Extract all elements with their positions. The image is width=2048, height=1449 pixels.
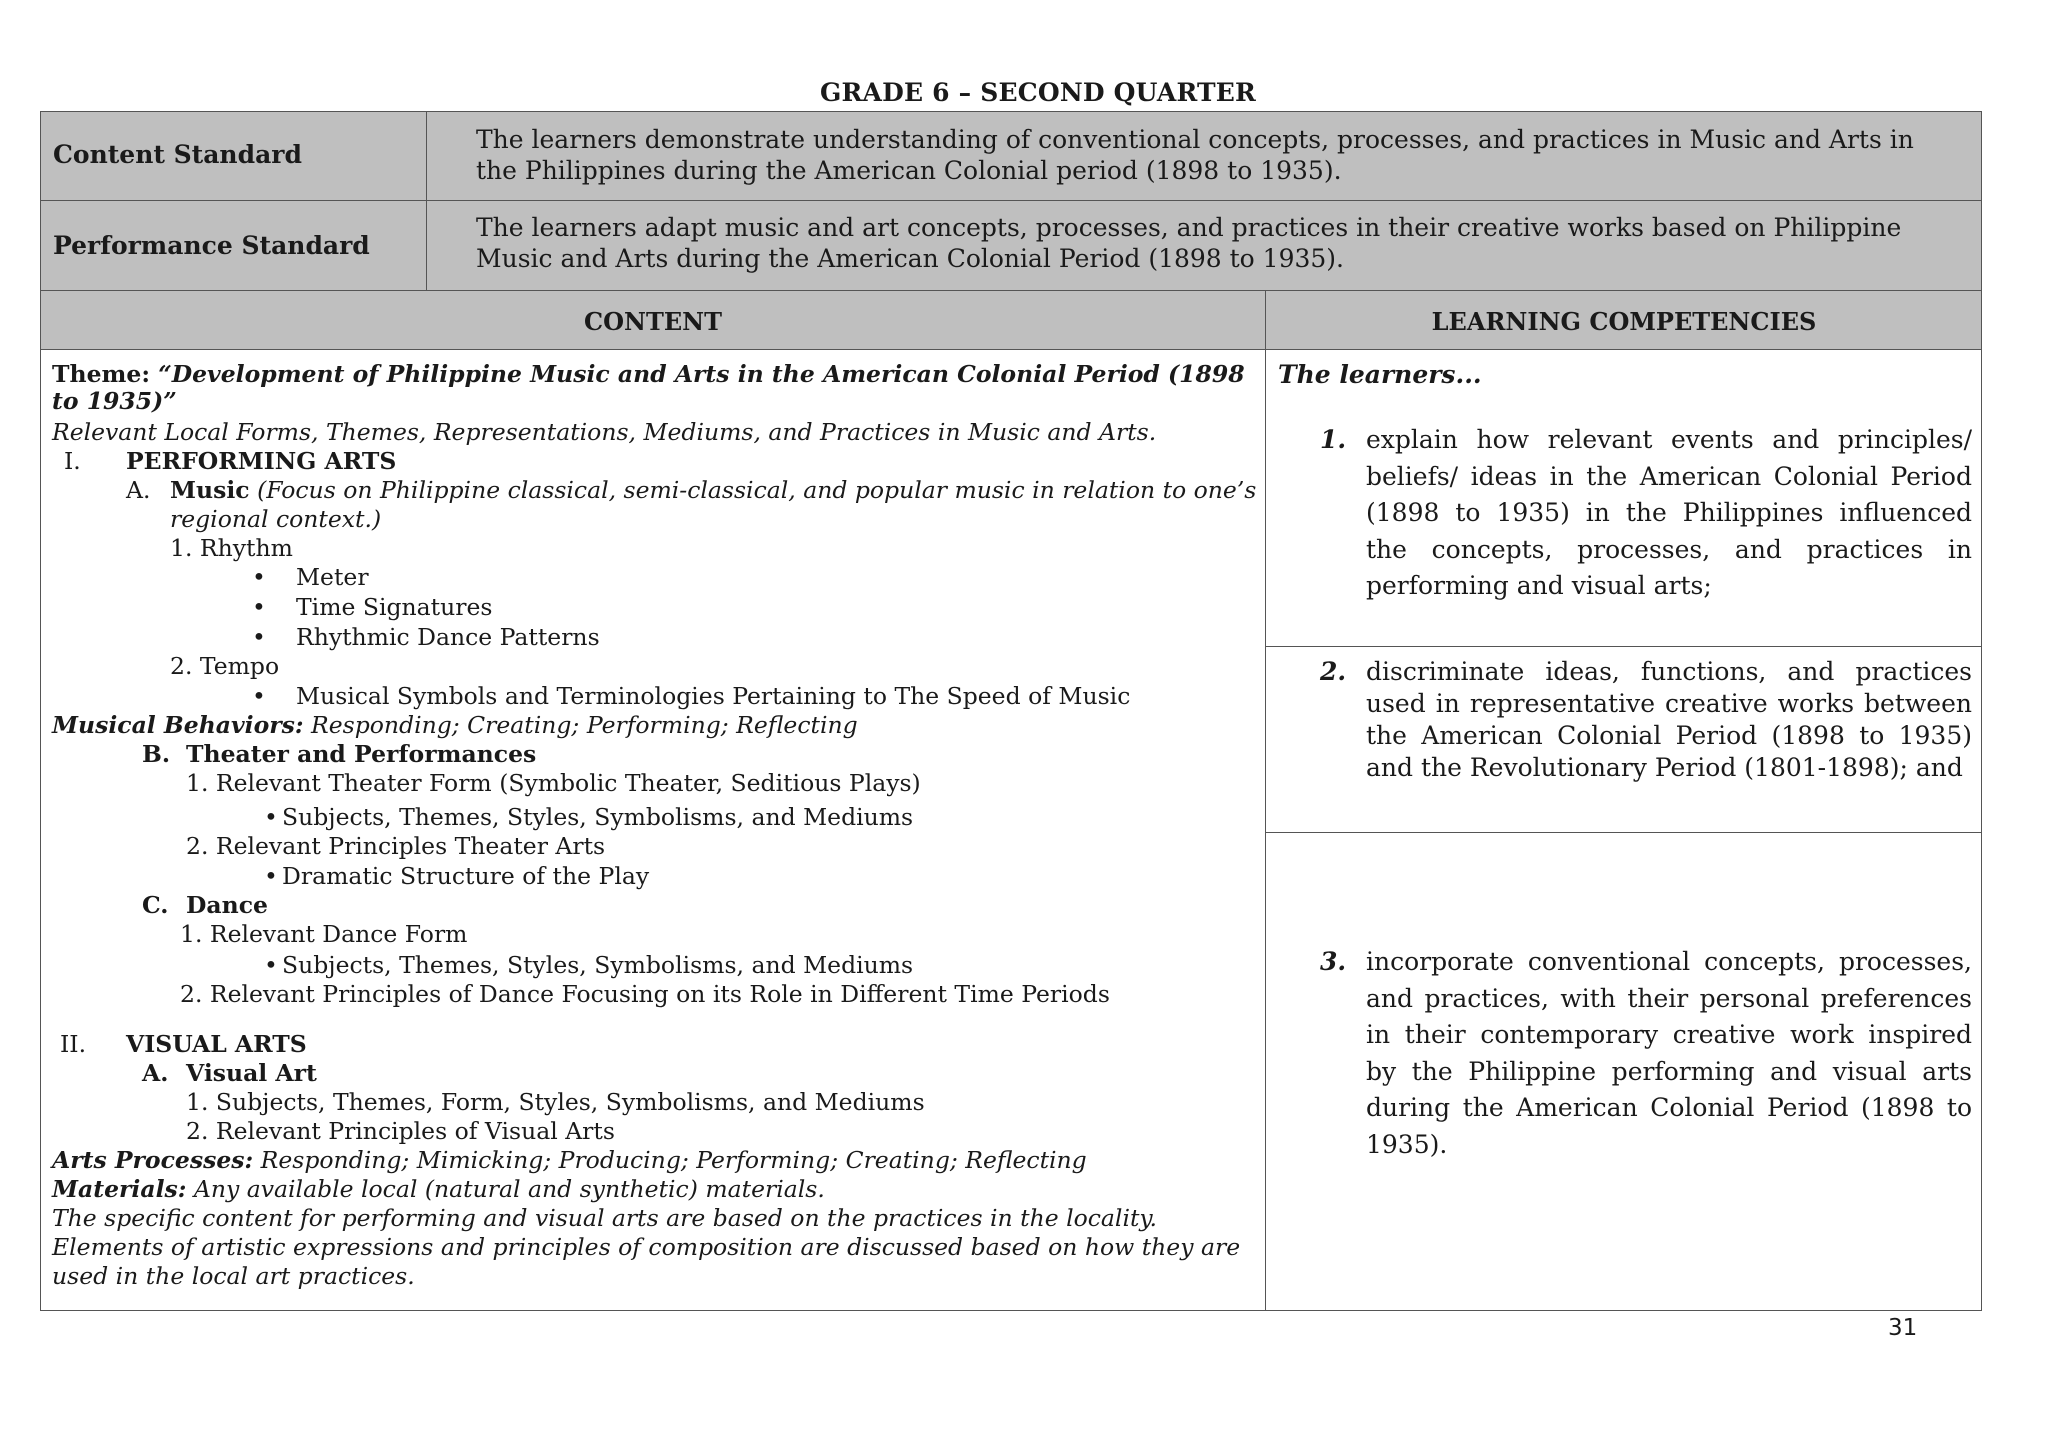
arts-processes [52, 1146, 1087, 1175]
music-title: Music [170, 476, 250, 504]
content-standard-text [476, 124, 1996, 186]
musical-behaviors [52, 711, 858, 740]
performance-standard-line: Music and Arts during the American Colonial Period (1898 to 1935). [476, 244, 1345, 273]
section-title-performing-arts: PERFORMING ARTS [126, 447, 397, 475]
section-title-visual-arts: VISUAL ARTS [126, 1030, 307, 1058]
bullet-icon: • [252, 623, 266, 651]
bullet-icon: • [264, 803, 278, 831]
bullet-icon: • [264, 951, 278, 979]
arts-processes-text: Responding; Mimicking; Producing; Performing; Creating; Reflecting [253, 1146, 1087, 1174]
list-item: Meter [296, 563, 369, 591]
list-item: Musical Symbols and Terminologies Pertaining to The Speed of Music [296, 682, 1131, 710]
dance-title: Dance [186, 891, 268, 919]
performance-standard-label: Performance Standard [53, 231, 370, 260]
theme-line [52, 360, 1245, 389]
competencies-intro: The learners... [1278, 360, 1482, 389]
bullet-icon: • [252, 563, 266, 591]
content-standard-line: the Philippines during the American Colonial period (1898 to 1935). [476, 156, 1342, 185]
competency-divider [1266, 832, 1981, 833]
list-item: Subjects, Themes, Styles, Symbolisms, and Mediums [282, 951, 914, 979]
row-divider [426, 112, 427, 200]
rhythm-item: 1. Rhythm [170, 534, 293, 562]
row-divider [426, 201, 427, 290]
column-divider [1265, 291, 1266, 349]
musical-behaviors-label: Musical Behaviors: [52, 711, 304, 739]
column-divider [1265, 350, 1266, 1310]
competency-text: explain how relevant events and principles/ beliefs/ ideas in the American Colonial Period (1898 to 1935) in the Philippines influenced the concepts, processes, and practices in performing and visual arts; [1366, 425, 1972, 600]
page-title: GRADE 6 – SECOND QUARTER [819, 78, 1257, 107]
theater-title: Theater and Performances [186, 740, 537, 768]
theater-form: 1. Relevant Theater Form (Symbolic Theater, Seditious Plays) [186, 769, 921, 797]
competency-number: 2. [1320, 657, 1347, 686]
section-number: II. [60, 1030, 87, 1058]
music-letter: A. [126, 476, 151, 504]
competency-text: discriminate ideas, functions, and practices used in representative creative works between the American Colonial Period (1898 to 1935) and the Revolutionary Period (1801-1898); and [1366, 657, 1972, 782]
page-number: 31 [1888, 1315, 1918, 1341]
theme-title-cont: to 1935)” [52, 387, 177, 415]
visual-letter: A. [142, 1059, 169, 1087]
theater-letter: B. [142, 740, 171, 768]
bullet-icon: • [252, 682, 266, 710]
performance-standard-text [476, 212, 1996, 274]
relevant-forms: Relevant Local Forms, Themes, Representations, Mediums, and Practices in Music and Arts. [52, 418, 1157, 446]
list-item: Dramatic Structure of the Play [282, 862, 650, 890]
note-line: used in the local art practices. [52, 1262, 415, 1290]
materials-label: Materials: [52, 1175, 187, 1203]
theme-title: “Development of Philippine Music and Arts in the American Colonial Period (1898 [158, 360, 1245, 388]
note-line: The specific content for performing and visual arts are based on the practices in the locality. [52, 1204, 1158, 1232]
materials [52, 1175, 825, 1204]
list-item: Time Signatures [296, 593, 493, 621]
content-standard-row [40, 111, 1982, 201]
musical-behaviors-text: Responding; Creating; Performing; Reflecting [303, 711, 858, 739]
performance-standard-row [40, 200, 1982, 291]
section-number: I. [64, 447, 81, 475]
competencies-header: LEARNING COMPETENCIES [1431, 307, 1817, 336]
list-item: Subjects, Themes, Styles, Symbolisms, and Mediums [282, 803, 914, 831]
tempo-item: 2. Tempo [170, 652, 280, 680]
music-line [170, 476, 1256, 505]
table-header-row [40, 290, 1982, 350]
visual-principles: 2. Relevant Principles of Visual Arts [186, 1117, 615, 1145]
music-note: (Focus on Philippine classical, semi-classical, and popular music in relation to one’s [257, 476, 1257, 504]
music-note-cont: regional context.) [170, 505, 382, 533]
theme-label: Theme: [52, 360, 159, 388]
performance-standard-line: The learners adapt music and art concepts, processes, and practices in their creative works based on Philippine [476, 213, 1902, 242]
content-standard-line: The learners demonstrate understanding of conventional concepts, processes, and practices in Music and Arts in [476, 125, 1914, 154]
bullet-icon: • [252, 593, 266, 621]
content-standard-label: Content Standard [53, 140, 302, 169]
arts-processes-label: Arts Processes: [52, 1146, 254, 1174]
theater-principles: 2. Relevant Principles Theater Arts [186, 832, 606, 860]
content-header: CONTENT [584, 307, 722, 336]
visual-subjects: 1. Subjects, Themes, Form, Styles, Symbolisms, and Mediums [186, 1088, 925, 1116]
dance-form: 1. Relevant Dance Form [180, 920, 468, 948]
note-line: Elements of artistic expressions and principles of composition are discussed based on how they are [52, 1233, 1241, 1261]
dance-principles: 2. Relevant Principles of Dance Focusing on its Role in Different Time Periods [180, 980, 1110, 1008]
visual-title: Visual Art [186, 1059, 317, 1087]
competency-text: incorporate conventional concepts, processes, and practices, with their personal preferences in their contemporary creative work inspired by the Philippine performing and visual arts during the American Colonial Period (1898 to 1935). [1366, 947, 1972, 1159]
competency-number: 1. [1320, 425, 1347, 454]
list-item: Rhythmic Dance Patterns [296, 623, 600, 651]
competency-number: 3. [1320, 947, 1347, 976]
dance-letter: C. [142, 891, 169, 919]
bullet-icon: • [264, 862, 278, 890]
materials-text: Any available local (natural and synthetic) materials. [186, 1175, 825, 1203]
competency-divider [1266, 646, 1981, 647]
